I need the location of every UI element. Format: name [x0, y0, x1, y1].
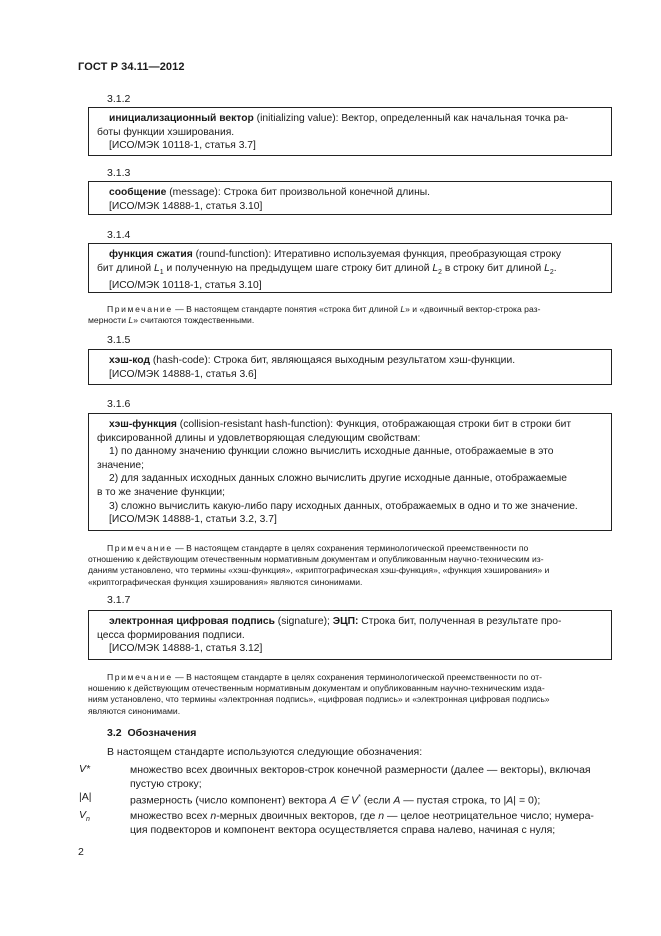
symbol: |A| — [79, 791, 92, 803]
document-header: ГОСТ Р 34.11—2012 — [78, 61, 185, 73]
term-definition-cont: боты функции хэширования. — [97, 126, 235, 138]
term-box — [88, 243, 612, 293]
section-heading: 3.2 Обозначения — [107, 727, 197, 739]
term-box: электронная цифровая подпись (signature); ЭЦП: Строка бит, полученная в результате про- цесса формирования подписи. [ИСО/МЭК 14888-1, статья 3.12] — [88, 610, 612, 660]
term-box — [88, 181, 612, 215]
term-number: 3.1.7 — [107, 594, 131, 606]
symbol: $V_n$ — [79, 809, 90, 824]
term-box — [88, 107, 612, 156]
term-number: 3.1.3 — [107, 167, 131, 179]
term-definition: (round-function): Итеративно используемая функция, преобразующая строку — [192, 249, 561, 260]
section-intro: В настоящем стандарте используются следующие обозначения: — [107, 746, 423, 758]
term-name: функция сжатия — [109, 249, 193, 260]
term-definition-cont: цесса формирования подписи. — [97, 629, 245, 641]
term-name: инициализационный вектор — [109, 113, 254, 124]
term-definition-cont: бит длиной $L_1$ и полученную на предыдущем шаге строку бит длиной $L_2$ в строку бит длиной $L_2$. — [97, 262, 557, 276]
term-box — [88, 413, 612, 531]
term-reference: [ИСО/МЭК 10118-1, статья 3.10] — [109, 280, 262, 292]
term-definition: (message): Строка бит произвольной конечной длины. — [166, 187, 431, 198]
term-reference: [ИСО/МЭК 14888-1, статья 3.6] — [109, 368, 257, 380]
term-definition: (hash-code): Строка бит, являющаяся выходным результатом хэш-функции. — [150, 355, 516, 366]
page-number: 2 — [78, 846, 84, 858]
term-number: 3.1.2 — [107, 93, 131, 105]
property-item-cont: в то же значение функции; — [97, 486, 225, 498]
term-number: 3.1.4 — [107, 229, 131, 241]
term-number: 3.1.5 — [107, 334, 131, 346]
term-name: хэш-функция — [109, 419, 177, 430]
property-item: 3) сложно вычислить какую-либо пару исходных данных, отображаемых в одно и то же значение. — [109, 500, 578, 512]
term-box — [88, 349, 612, 385]
term-name: электронная цифровая подпись — [109, 616, 275, 627]
symbol-definition: множество всех n-мерных двоичных векторов, где n — целое неотрицательное число; нумера- ция подвекторов и компонент вектора осуществляется справа налево, начиная с нуля; — [130, 810, 594, 836]
property-item: 1) по данному значению функции сложно вычислить исходные данные, отображаемые в это — [109, 446, 554, 458]
term-number: 3.1.6 — [107, 398, 131, 410]
property-item: 2) для заданных исходных данных сложно вычислить другие исходные данные, отображаемые — [109, 473, 568, 485]
term-reference: [ИСО/МЭК 14888-1, статья 3.10] — [109, 200, 263, 212]
term-definition-cont: фиксированной длины и удовлетворяющая следующим свойствам: — [97, 432, 421, 444]
term-name: сообщение — [109, 187, 167, 198]
term-reference: [ИСО/МЭК 14888-1, статья 3.12] — [109, 643, 263, 655]
term-definition: (initializing value): Вектор, определенный как начальная точка ра- — [253, 113, 569, 124]
term-reference: [ИСО/МЭК 14888-1, статьи 3.2, 3.7] — [109, 514, 277, 526]
note: Примечание — В настоящем стандарте понятия «строка бит длиной L» и «двоичный вектор-строка раз- мерности L» считаются тождественными. — [88, 304, 541, 326]
symbol-definition: множество всех двоичных векторов-строк конечной размерности (далее — векторы), включая пустую строку; — [130, 764, 591, 790]
note: Примечание — В настоящем стандарте в целях сохранения терминологической преемственности по от- ношению к действующим отечественным нормативным документам и опубликованным научно-техническим изда- ниям установлено, что термины «электронная подпись», «цифровая подпись» и «электронная цифровая подпись» являются синонимами. — [88, 672, 550, 716]
term-reference: [ИСО/МЭК 10118-1, статья 3.7] — [109, 140, 256, 152]
note: Примечание — В настоящем стандарте в целях сохранения терминологической преемственности по отношению к действующим отечественным нормативным документам и опубликованным научно-техническим из- даниям установлено, что термины «хэш-функция», «криптографическая хэш-функция», «функция хэширования» и «криптографическая функция хэширования» являются синонимами. — [88, 543, 550, 587]
symbol: V* — [79, 763, 91, 775]
term-definition: (collision-resistant hash-function): Функция, отображающая строки бит в строки бит — [176, 419, 572, 430]
property-item-cont: значение; — [97, 459, 145, 471]
symbol-definition: размерность (число компонент) вектора A ∈ V* (если A — пустая строка, то |A| = 0); — [130, 794, 541, 807]
term-name: хэш-код — [109, 355, 150, 366]
term-abbreviation: ЭЦП: — [332, 616, 359, 627]
